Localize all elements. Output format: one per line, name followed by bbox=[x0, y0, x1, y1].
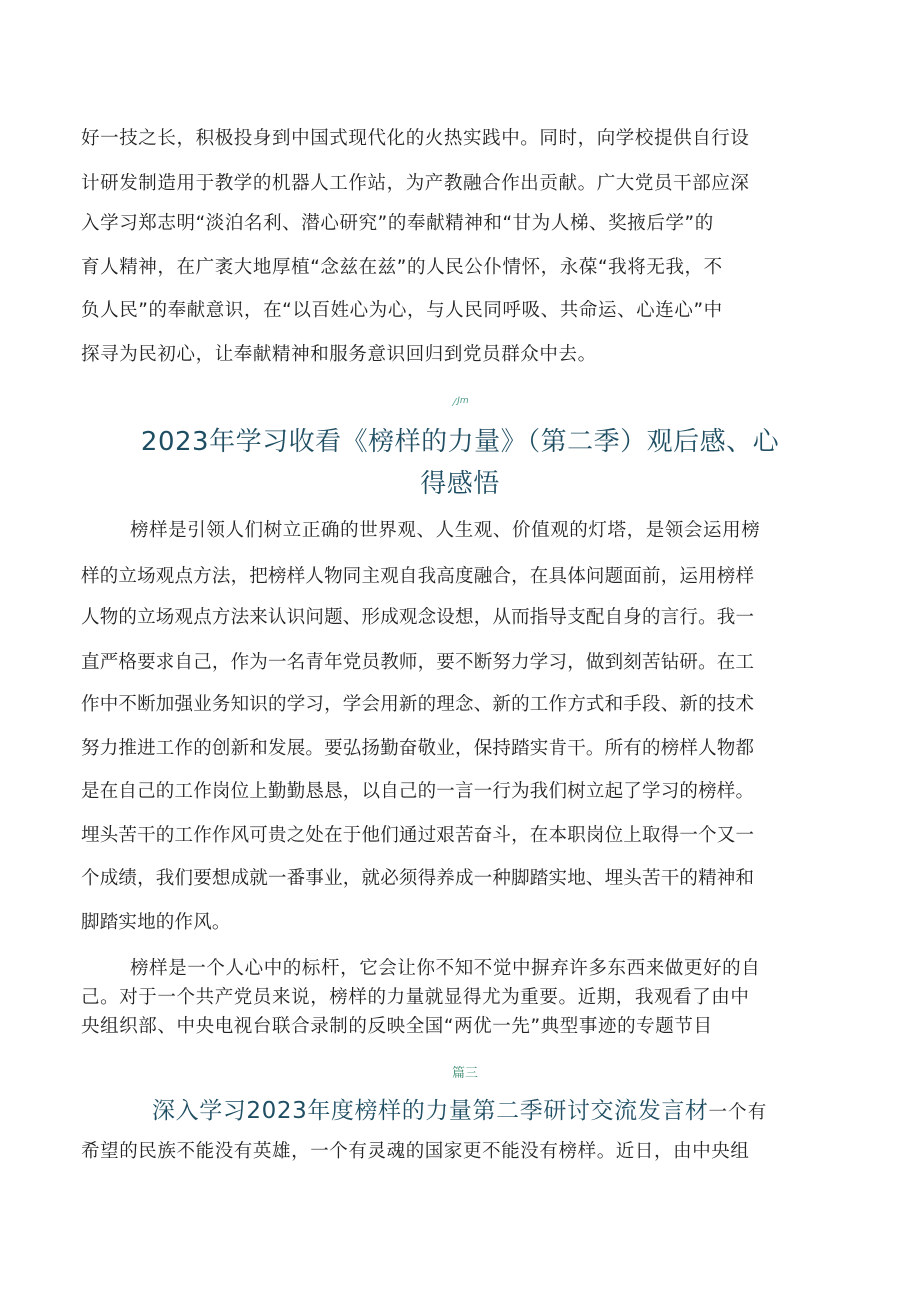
body-text-line: 入学习郑志明“淡泊名利、潜心研究”的奉献精神和“甘为人梯、奖掖后学”的 bbox=[81, 213, 714, 234]
body-text-line: 负人民”的奉献意识，在“以百姓心为心，与人民同呼吸、共命运、心连心”中 bbox=[81, 300, 723, 321]
body-text-line: 是在自己的工作岗位上勤勤恳恳，以自己的一言一行为我们树立起了学习的榜样。 bbox=[81, 781, 755, 802]
section-title-line2: 得感悟 bbox=[420, 469, 500, 499]
body-text-line: 榜样是引领人们树立正确的世界观、人生观、价值观的灯塔，是领会运用榜 bbox=[130, 520, 761, 541]
body-text-line: 作中不断加强业务知识的学习，学会用新的理念、新的工作方式和手段、新的技术 bbox=[81, 694, 755, 715]
body-text-line: 脚踏实地的作风。 bbox=[81, 912, 231, 933]
page-mark bbox=[452, 396, 474, 412]
body-text-line: 希望的民族不能没有英雄，一个有灵魂的国家更不能没有榜样。近日，由中央组 bbox=[81, 1141, 750, 1162]
body-text-line: 埋头苦干的工作作风可贵之处在于他们通过艰苦奋斗，在本职岗位上取得一个又一 bbox=[81, 825, 755, 846]
section3-heading: 深入学习2023年度榜样的力量第二季研讨交流发言材 bbox=[152, 1098, 709, 1124]
body-text-line: 好一技之长，积极投身到中国式现代化的火热实践中。同时，向学校提供自行设 bbox=[81, 128, 750, 149]
section-label: 篇三 bbox=[451, 1066, 478, 1081]
section3-heading-run bbox=[152, 1092, 767, 1125]
body-text-line: 样的立场观点方法，把榜样人物同主观自我高度融合，在具体问题面前，运用榜样 bbox=[81, 566, 755, 587]
section-title-line1: 2023年学习收看《榜样的力量》（第二季）观后感、心 bbox=[140, 427, 780, 457]
body-text-line: 探寻为民初心，让奉献精神和服务意识回归到党员群众中去。 bbox=[81, 344, 597, 365]
body-text-line: 央组织部、中央电视台联合录制的反映全国“两优一先”典型事迹的专题节目 bbox=[81, 1016, 713, 1037]
body-text-line: 计研发制造用于教学的机器人工作站，为产教融合作出贡献。广大党员干部应深 bbox=[81, 173, 750, 194]
body-text-line: 榜样是一个人心中的标杆，它会让你不知不觉中摒弃许多东西来做更好的自 bbox=[130, 958, 761, 979]
body-text-line: 个成绩，我们要想成就一番事业，就必须得养成一种脚踏实地、埋头苦干的精神和 bbox=[81, 868, 755, 889]
body-text-line: 直严格要求自己，作为一名青年党员教师，要不断努力学习，做到刻苦钻研。在工 bbox=[81, 652, 755, 673]
body-text-line: 人物的立场观点方法来认识问题、形成观念设想，从而指导支配自身的言行。我一 bbox=[81, 607, 755, 628]
section3-heading-tail: 一个有 bbox=[708, 1102, 768, 1123]
body-text-line: 努力推进工作的创新和发展。要弘扬勤奋敬业，保持踏实肯干。所有的榜样人物都 bbox=[81, 738, 755, 759]
body-text-line: 育人精神，在广袤大地厚植“念兹在兹”的人民公仆情怀，永葆“我将无我，不 bbox=[81, 257, 723, 278]
mark-text: Jm bbox=[457, 396, 469, 406]
body-text-line: 己。对于一个共产党员来说，榜样的力量就显得尤为重要。近期，我观看了由中 bbox=[81, 987, 750, 1008]
